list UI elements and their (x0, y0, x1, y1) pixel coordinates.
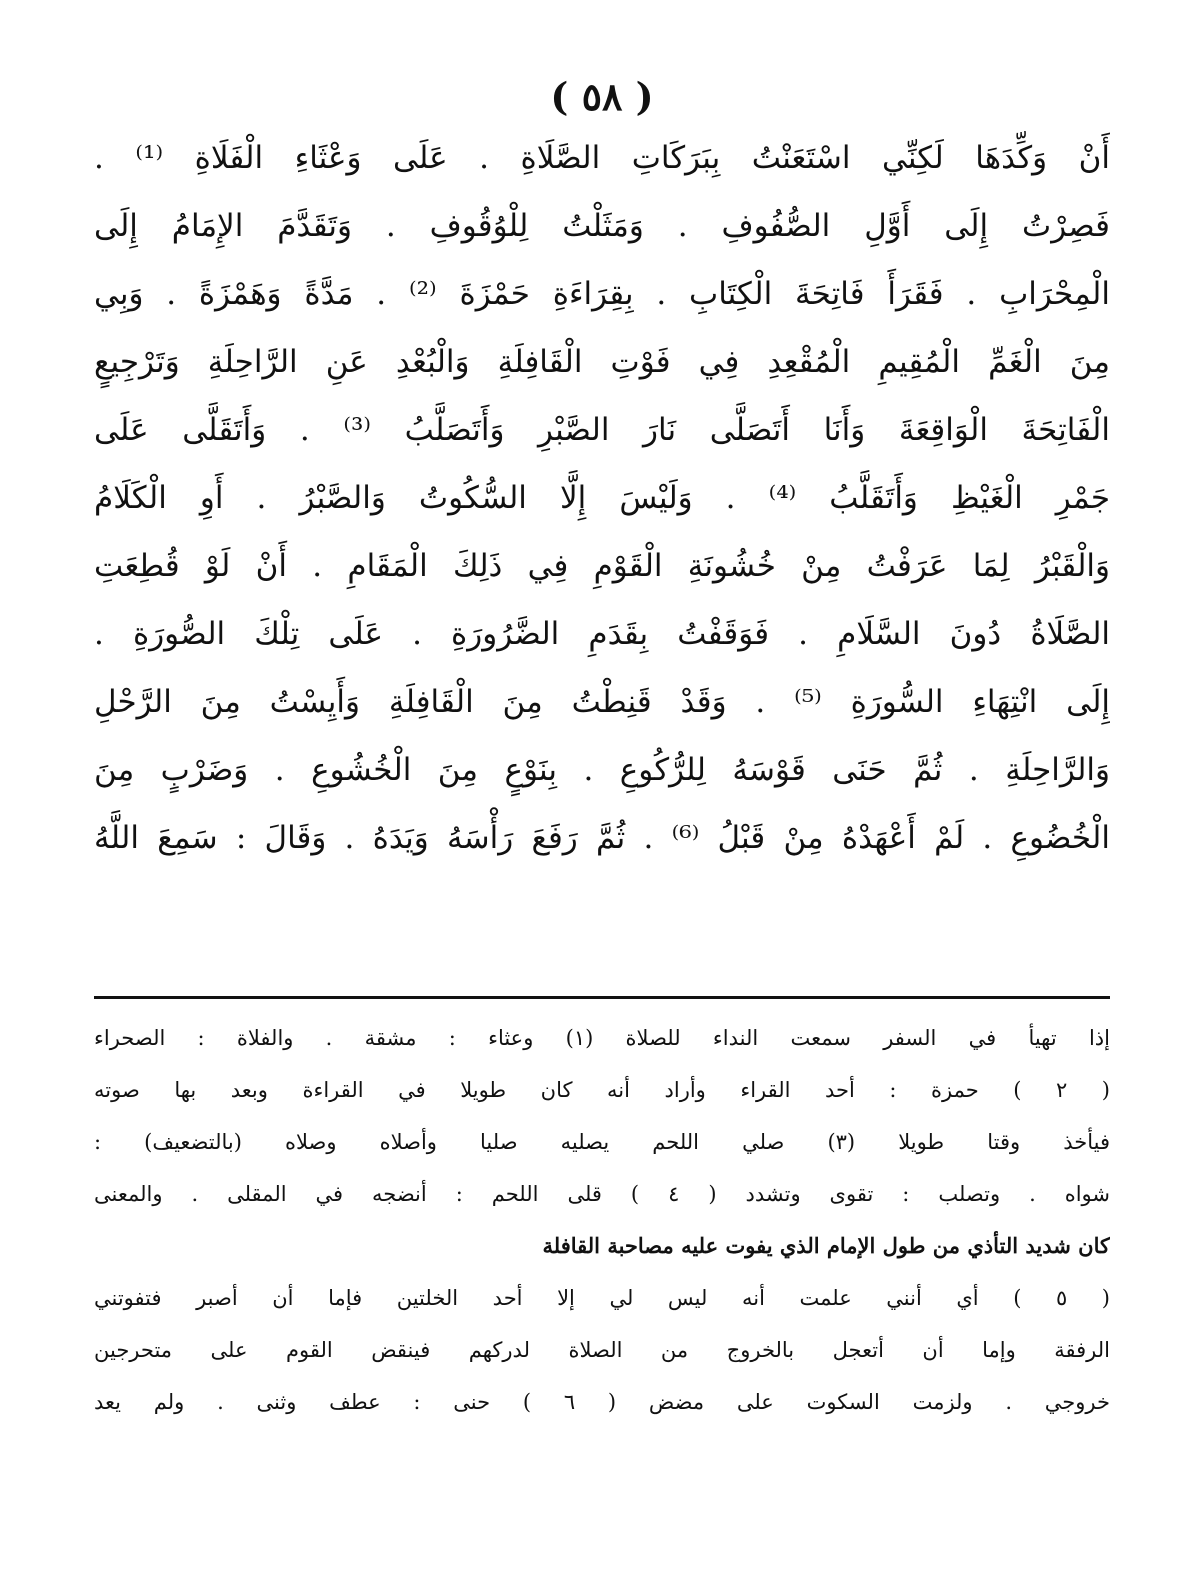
main-text-line: الصَّلَاةُ دُونَ السَّلَامِ . فَوَقَفْتُ بِقَدَمِ الضَّرُورَةِ . عَلَى تِلْكَ الصُّورَةِ . (94, 616, 1110, 652)
footnote-divider (94, 996, 1110, 999)
main-text-line: جَمْرِ الْغَيْظِ وَأَتَقَلَّبُ ⁽⁴⁾ . وَلَيْسَ إِلَّا السُّكُوتُ وَالصَّبْرُ . أَوِ الْكَلَامُ (94, 480, 1110, 516)
footnote-line: فيأخذ وقتا طويلا (٣) صلي اللحم يصليه صليا وأصلاه وصلاه (بالتضعيف) : (94, 1130, 1110, 1154)
main-text-line: وَالرَّاحِلَةِ . ثُمَّ حَنَى قَوْسَهُ لِلرُّكُوعِ . بِنَوْعٍ مِنَ الْخُشُوعِ . وَضَرْبٍ مِنَ (94, 752, 1110, 788)
footnote-line: خروجي . ولزمت السكوت على مضض ( ٦ ) حنى : عطف وثنى . ولم يعد (94, 1390, 1110, 1414)
main-text-line: الْخُضُوعِ . لَمْ أَعْهَدْهُ مِنْ قَبْلُ ⁽⁶⁾ . ثُمَّ رَفَعَ رَأْسَهُ وَيَدَهُ . وَقَالَ : سَمِعَ اللَّهُ (94, 820, 1110, 856)
footnotes-block (94, 1012, 1110, 1428)
footnote-line: إذا تهيأ في السفر سمعت النداء للصلاة (١) وعثاء : مشقة . والفلاة : الصحراء (94, 1026, 1110, 1050)
footnote-line: الرفقة وإما أن أتعجل بالخروج من الصلاة لدركهم فينقض القوم على متحرجين (94, 1338, 1110, 1362)
main-text-line: أَنْ وَكِّدَهَا لَكِنِّي اسْتَعَنْتُ بِبَرَكَاتِ الصَّلَاةِ . عَلَى وَعْثَاءِ الْفَلَاةِ ⁽¹⁾ . (94, 140, 1110, 176)
main-text-line: وَالْقَبْرُ لِمَا عَرَفْتُ مِنْ خُشُونَةِ الْقَوْمِ فِي ذَلِكَ الْمَقَامِ . أَنْ لَوْ قُطِعَتِ (94, 548, 1110, 584)
main-text-line: إِلَى انْتِهَاءِ السُّورَةِ ⁽⁵⁾ . وَقَدْ قَنِطْتُ مِنَ الْقَافِلَةِ وَأَيِسْتُ مِنَ الرَّحْلِ (94, 684, 1110, 720)
footnote-line: شواه . وتصلب : تقوى وتشدد ( ٤ ) قلى اللحم : أنضجه في المقلى . والمعنى (94, 1182, 1110, 1206)
footnote-line: كان شديد التأذي من طول الإمام الذي يفوت عليه مصاحبة القافلة (542, 1233, 1110, 1258)
main-text-line: الْفَاتِحَةَ الْوَاقِعَةَ وَأَنَا أَتَصَلَّى نَارَ الصَّبْرِ وَأَتَصَلَّبُ ⁽³⁾ . وَأَتَقَلَّى عَلَى (94, 412, 1110, 448)
main-text-block (94, 124, 1110, 872)
page-number: ( ٥٨ ) (550, 74, 654, 119)
main-text-line: فَصِرْتُ إِلَى أَوَّلِ الصُّفُوفِ . وَمَثَلْتُ لِلْوُقُوفِ . وَتَقَدَّمَ الإِمَامُ إِلَى (94, 208, 1110, 244)
footnote-line: ( ٥ ) أي أنني علمت أنه ليس لي إلا أحد الخلتين فإما أن أصبر فتفوتني (94, 1286, 1110, 1310)
main-text-line: مِنَ الْغَمِّ الْمُقِيمِ الْمُقْعِدِ فِي فَوْتِ الْقَافِلَةِ وَالْبُعْدِ عَنِ الرَّاحِلَةِ وَتَرْجِيعٍ (94, 344, 1110, 380)
footnote-line: ( ٢ ) حمزة : أحد القراء وأراد أنه كان طويلا في القراءة وبعد بها صوته (94, 1078, 1110, 1102)
main-text-line: الْمِحْرَابِ . فَقَرَأَ فَاتِحَةَ الْكِتَابِ . بِقِرَاءَةِ حَمْزَةَ ⁽²⁾ . مَدَّةً وَهَمْزَةً . وَبِي (94, 276, 1110, 312)
